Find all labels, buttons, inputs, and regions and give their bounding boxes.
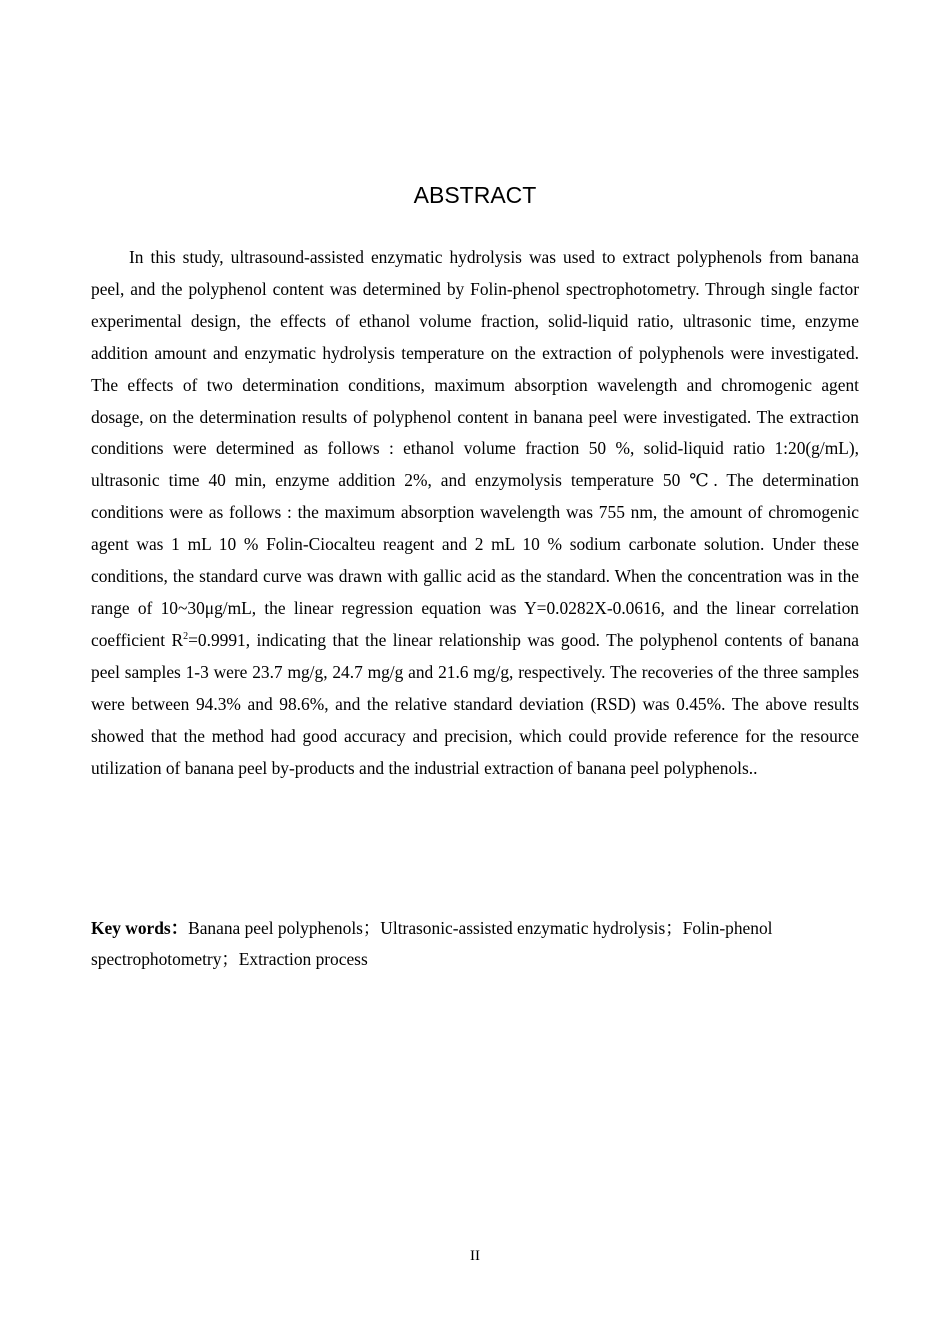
keywords-label: Key words：	[91, 918, 189, 938]
page-number: II	[470, 1248, 480, 1264]
superscript-two: 2	[183, 631, 189, 643]
abstract-text-part2: =0.9991, indicating that the linear relationship was good. The polyphenol contents of banana peel samples 1-3 were 23.7 mg/g, 24.7 mg/g and 21.6 mg/g, respectively. The recoveries of the three samples were between 94.3% and 98.6%, and the relative standard deviation (RSD) was 0.45%. The above results showed that the method had good accuracy and precision, which could provide reference for the resource utilization of banana peel by-products and the industrial extraction of banana peel polyphenols..	[91, 629, 859, 778]
page-title: ABSTRACT	[413, 182, 537, 208]
abstract-paragraph	[91, 242, 859, 784]
keywords-paragraph	[91, 913, 859, 975]
abstract-text-part1: In this study, ultrasound-assisted enzymatic hydrolysis was used to extract polyphenols from banana peel, and the polyphenol content was determined by Folin-phenol spectrophotometry. Through single factor experimental design, the effects of ethanol volume fraction, solid-liquid ratio, ultrasonic time, enzyme addition amount and enzymatic hydrolysis temperature on the extraction of polyphenols were investigated. The effects of two determination conditions, maximum absorption wavelength and chromogenic agent dosage, on the determination results of polyphenol content in banana peel were investigated. The extraction conditions were determined as follows : ethanol volume fraction 50 %, solid-liquid ratio 1:20(g/mL), ultrasonic time 40 min, enzyme addition 2%, and enzymolysis temperature 50 ℃. The determination conditions were as follows : the maximum absorption wavelength was 755 nm, the amount of chromogenic agent was 1 mL 10 % Folin-Ciocalteu reagent and 2 mL 10 % sodium carbonate solution. Under these conditions, the standard curve was drawn with gallic acid as the standard. When the concentration was in the range of 10~30μg/mL, the linear regression equation was Y=0.0282X-0.0616, and the linear correlation coefficient R	[91, 247, 859, 650]
keywords-text: Banana peel polyphenols；Ultrasonic-assisted enzymatic hydrolysis；Folin-phenol spectrophotometry；Extraction process	[91, 918, 773, 969]
